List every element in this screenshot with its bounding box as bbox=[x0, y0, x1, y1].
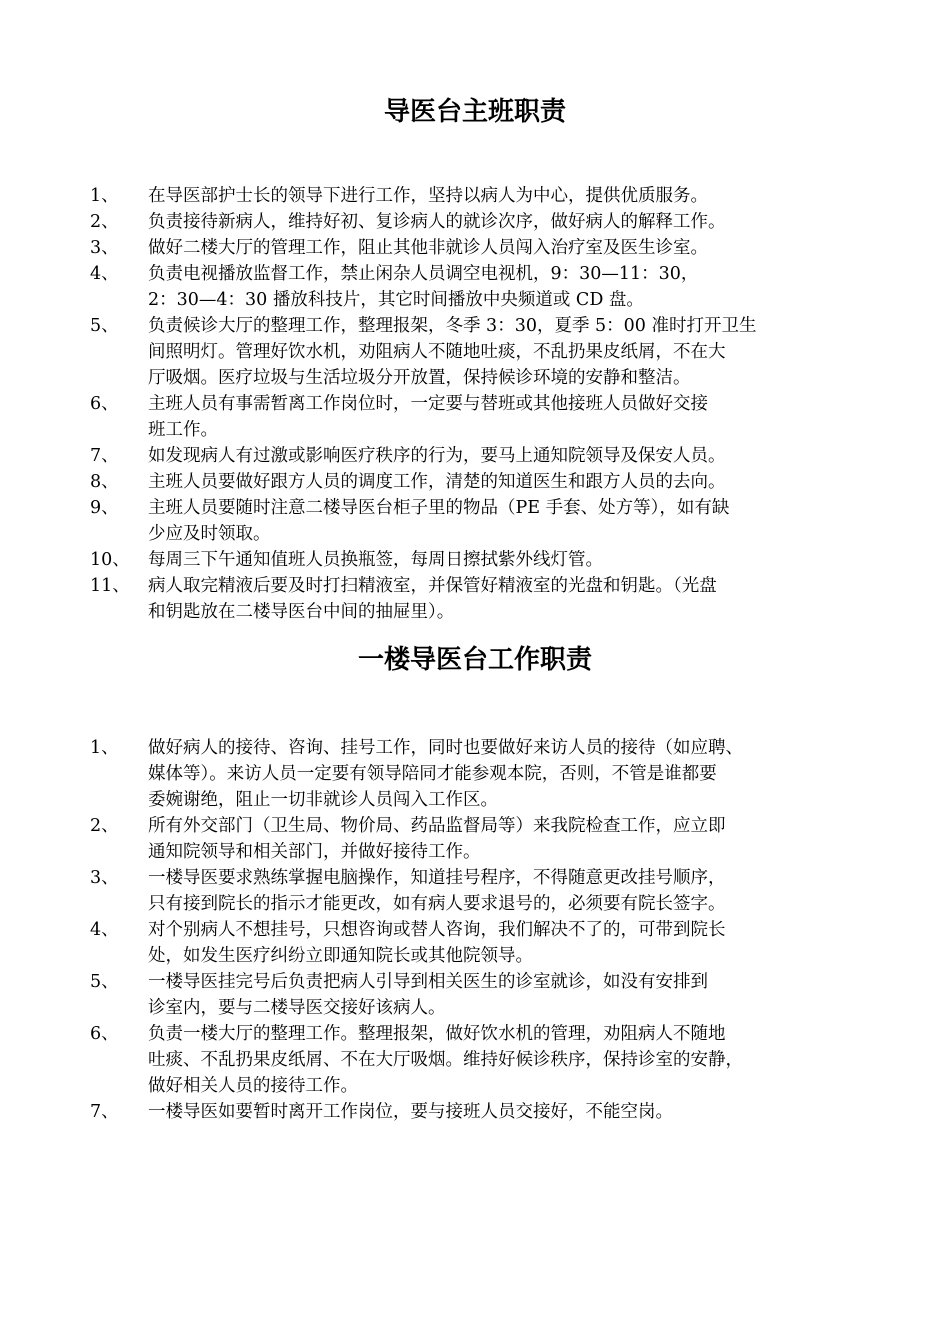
list-item bbox=[90, 573, 890, 625]
item-number: 4、 bbox=[90, 264, 119, 284]
section-title-main-shift: 导医台主班职责 bbox=[383, 97, 566, 127]
list-item bbox=[90, 735, 890, 813]
item-number: 11、 bbox=[90, 576, 130, 596]
list-item bbox=[90, 495, 890, 547]
list-item bbox=[90, 865, 890, 917]
item-number: 5、 bbox=[90, 972, 119, 992]
list-item bbox=[90, 183, 890, 209]
item-number: 7、 bbox=[90, 1102, 119, 1122]
item-number: 4、 bbox=[90, 920, 119, 940]
list-item bbox=[90, 547, 890, 573]
item-number: 3、 bbox=[90, 238, 119, 258]
item-number: 10、 bbox=[90, 550, 130, 570]
list-item bbox=[90, 443, 890, 469]
item-text: 在导医部护士长的领导下进行工作，坚持以病人为中心，提供优质服务。 bbox=[148, 186, 708, 206]
item-text: 主班人员有事需暂离工作岗位时，一定要与替班或其他接班人员做好交接 班工作。 bbox=[148, 394, 708, 440]
list-item bbox=[90, 209, 890, 235]
item-text: 负责接待新病人，维持好初、复诊病人的就诊次序，做好病人的解释工作。 bbox=[148, 212, 726, 232]
list-item bbox=[90, 917, 890, 969]
item-number: 8、 bbox=[90, 472, 119, 492]
list-item bbox=[90, 391, 890, 443]
item-number: 2、 bbox=[90, 212, 119, 232]
item-text: 主班人员要做好跟方人员的调度工作，清楚的知道医生和跟方人员的去向。 bbox=[148, 472, 726, 492]
list-item bbox=[90, 969, 890, 1021]
list-item bbox=[90, 813, 890, 865]
list-item bbox=[90, 469, 890, 495]
item-text: 负责候诊大厅的整理工作，整理报架，冬季 3：30，夏季 5：00 准时打开卫生 间照明灯。管理好饮水机，劝阻病人不随地吐痰，不乱扔果皮纸屑，不在大 厅吸烟。医疗垃圾与生活垃圾分开放置，保持候诊环境的安静和整洁。 bbox=[148, 316, 757, 388]
section-title-first-floor: 一楼导医台工作职责 bbox=[357, 645, 592, 675]
item-number: 1、 bbox=[90, 186, 119, 206]
item-text: 病人取完精液后要及时打扫精液室，并保管好精液室的光盘和钥匙。（光盘 和钥匙放在二楼导医台中间的抽屉里）。 bbox=[148, 576, 717, 622]
item-text: 主班人员要随时注意二楼导医台柜子里的物品（PE 手套、处方等），如有缺 少应及时领取。 bbox=[148, 498, 730, 544]
duty-list-first-floor bbox=[90, 735, 890, 1125]
item-number: 7、 bbox=[90, 446, 119, 466]
list-item bbox=[90, 1099, 890, 1125]
item-text: 每周三下午通知值班人员换瓶签，每周日擦拭紫外线灯管。 bbox=[148, 550, 603, 570]
item-number: 5、 bbox=[90, 316, 119, 336]
item-text: 一楼导医挂完号后负责把病人引导到相关医生的诊室就诊，如没有安排到 诊室内，要与二楼导医交接好该病人。 bbox=[148, 972, 708, 1018]
item-text: 负责一楼大厅的整理工作。整理报架，做好饮水机的管理，劝阻病人不随地 吐痰、不乱扔果皮纸屑、不在大厅吸烟。维持好候诊秩序，保持诊室的安静， 做好相关人员的接待工作。 bbox=[148, 1024, 743, 1096]
item-text: 做好二楼大厅的管理工作，阻止其他非就诊人员闯入治疗室及医生诊室。 bbox=[148, 238, 708, 258]
list-item bbox=[90, 261, 890, 313]
item-text: 一楼导医如要暂时离开工作岗位，要与接班人员交接好，不能空岗。 bbox=[148, 1102, 673, 1122]
item-number: 9、 bbox=[90, 498, 119, 518]
list-item bbox=[90, 235, 890, 261]
item-number: 6、 bbox=[90, 1024, 119, 1044]
list-item bbox=[90, 1021, 890, 1099]
item-text: 如发现病人有过激或影响医疗秩序的行为，要马上通知院领导及保安人员。 bbox=[148, 446, 726, 466]
item-number: 6、 bbox=[90, 394, 119, 414]
duty-list-main-shift bbox=[90, 183, 890, 625]
item-number: 1、 bbox=[90, 738, 119, 758]
item-text: 一楼导医要求熟练掌握电脑操作，知道挂号程序，不得随意更改挂号顺序， 只有接到院长的指示才能更改，如有病人要求退号的，必须要有院长签字。 bbox=[148, 868, 726, 914]
item-text: 做好病人的接待、咨询、挂号工作，同时也要做好来访人员的接待（如应聘、 媒体等）。来访人员一定要有领导陪同才能参观本院，否则，不管是谁都要 委婉谢绝，阻止一切非就诊人员闯入工作区。 bbox=[148, 738, 743, 810]
item-text: 对个别病人不想挂号，只想咨询或替人咨询，我们解决不了的，可带到院长 处，如发生医疗纠纷立即通知院长或其他院领导。 bbox=[148, 920, 726, 966]
item-number: 3、 bbox=[90, 868, 119, 888]
list-item bbox=[90, 313, 890, 391]
item-text: 所有外交部门（卫生局、物价局、药品监督局等）来我院检查工作，应立即 通知院领导和相关部门，并做好接待工作。 bbox=[148, 816, 726, 862]
item-number: 2、 bbox=[90, 816, 119, 836]
item-text: 负责电视播放监督工作，禁止闲杂人员调空电视机，9：30—11：30， 2：30—4：30 播放科技片，其它时间播放中央频道或 CD 盘。 bbox=[148, 264, 699, 310]
